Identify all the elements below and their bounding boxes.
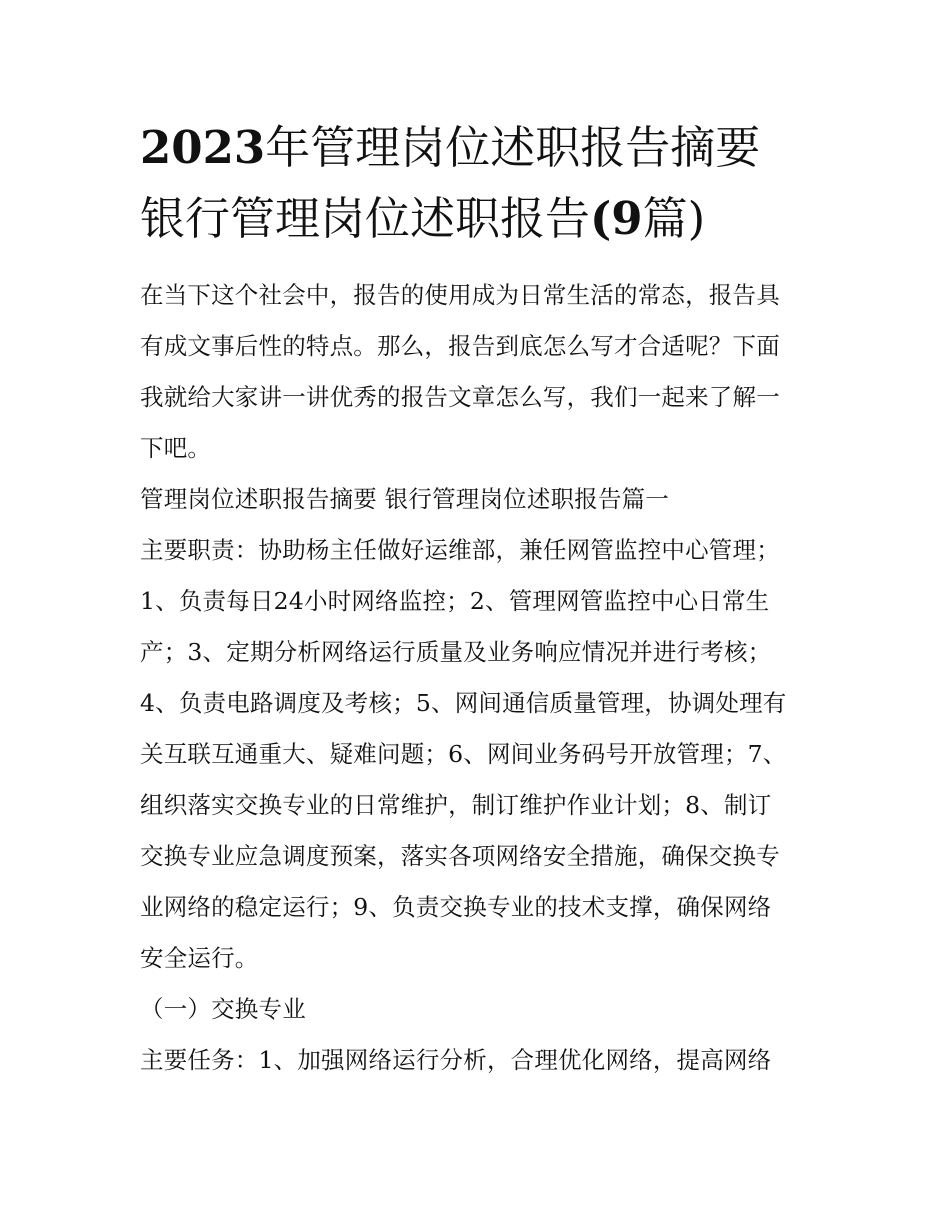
document-page <box>140 112 820 1086</box>
duties-paragraph <box>140 525 820 984</box>
duties-line: 交换专业应急调度预案，落实各项网络安全措施，确保交换专 <box>140 842 780 870</box>
duties-line: 组织落实交换专业的日常维护，制订维护作业计划；8、制订 <box>140 791 772 819</box>
title-year: 2023 <box>140 121 266 174</box>
title-line-1-text: 年管理岗位述职报告摘要 <box>265 121 761 174</box>
title-line-1 <box>140 112 820 183</box>
duties-line: 关互联互通重大、疑难问题；6、网间业务码号开放管理；7、 <box>140 740 787 768</box>
title-line-2-text: 银行管理岗位述职报告 <box>140 192 591 245</box>
intro-line: 有成文事后性的特点。那么，报告到底怎么写才合适呢？下面 <box>140 332 780 360</box>
title-line-2 <box>140 183 820 254</box>
intro-line: 下吧。 <box>140 434 212 462</box>
duties-line: 业网络的稳定运行；9、负责交换专业的技术支撑，确保网络 <box>140 893 772 921</box>
duties-line: 安全运行。 <box>140 944 259 972</box>
intro-line: 我就给大家讲一讲优秀的报告文章怎么写，我们一起来了解一 <box>140 383 780 411</box>
title-count: (9 <box>590 192 643 245</box>
duties-line: 产；3、定期分析网络运行质量及业务响应情况并进行考核； <box>140 638 772 666</box>
intro-paragraph <box>140 270 820 474</box>
duties-line: 4、负责电路调度及考核；5、网间通信质量管理，协调处理有 <box>140 689 787 717</box>
intro-line: 在当下这个社会中，报告的使用成为日常生活的常态，报告具 <box>140 281 780 309</box>
section-heading: 管理岗位述职报告摘要 银行管理岗位述职报告篇一 <box>140 485 670 513</box>
subsection-heading: （一）交换专业 <box>140 995 306 1023</box>
duties-line: 主要职责：协助杨主任做好运维部，兼任网管监控中心管理； <box>140 536 780 564</box>
tasks-paragraph: 主要任务：1、加强网络运行分析，合理优化网络，提高网络 <box>140 1046 772 1074</box>
title-line-2-end: 篇) <box>642 192 706 245</box>
document-title <box>140 112 820 254</box>
duties-line: 1、负责每日24小时网络监控；2、管理网管监控中心日常生 <box>140 587 770 615</box>
